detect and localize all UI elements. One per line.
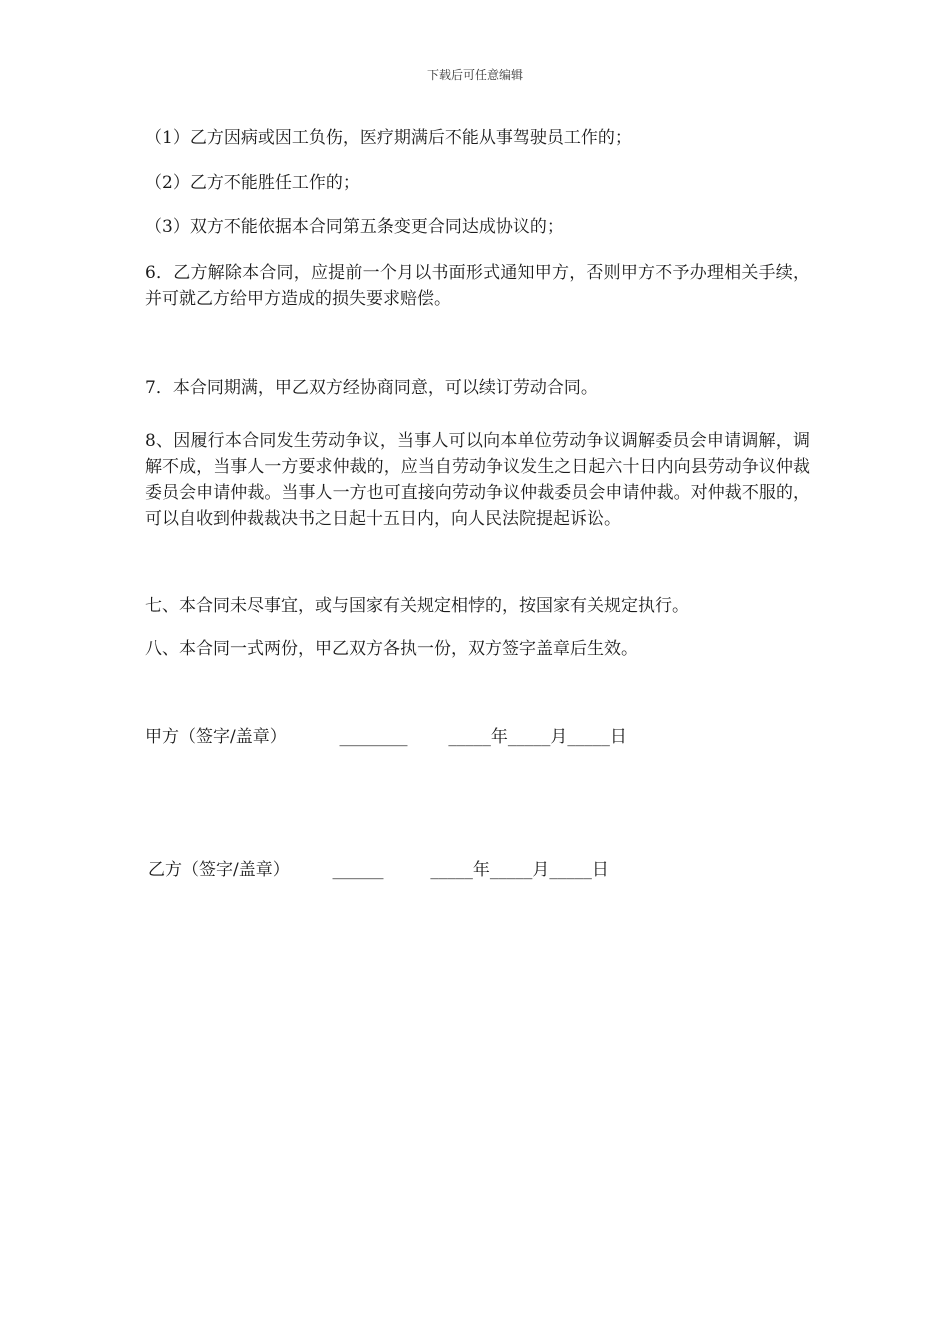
clause-7: 7．本合同期满，甲乙双方经协商同意，可以续订劳动合同。 [145,378,598,398]
header-note: 下载后可任意编辑 [426,68,523,82]
party-b-signature [148,857,609,883]
party-b-date: _____年_____月_____日 [430,860,609,880]
party-a-date: _____年_____月_____日 [448,727,627,747]
party-b-label: 乙方（签字/盖章） [148,860,290,880]
party-a-label: 甲方（签字/盖章） [145,727,287,747]
clause-item-1: （1）乙方因病或因工负伤，医疗期满后不能从事驾驶员工作的； [145,128,632,148]
clause-item-2: （2）乙方不能胜任工作的； [145,173,360,193]
section-7: 七、本合同未尽事宜，或与国家有关规定相悖的，按国家有关规定执行。 [145,596,689,616]
party-b-sign-blank: ______ [332,860,384,880]
clause-8: 8、因履行本合同发生劳动争议，当事人可以向本单位劳动争议调解委员会申请调解，调解不成，当事人一方要求仲裁的，应当自劳动争议发生之日起六十日内向县劳动争议仲裁委员会申请仲裁。当事人一方也可直接向劳动争议仲裁委员会申请仲裁。对仲裁不服的，可以自收到仲裁裁决书之日起十五日内，向人民法院提起诉讼。 [145,431,810,529]
clause-6: 6．乙方解除本合同，应提前一个月以书面形式通知甲方，否则甲方不予办理相关手续，并可就乙方给甲方造成的损失要求赔偿。 [145,263,810,309]
party-a-sign-blank: ________ [339,727,408,747]
section-8: 八、本合同一式两份，甲乙双方各执一份，双方签字盖章后生效。 [145,639,638,659]
clause-item-3: （3）双方不能依据本合同第五条变更合同达成协议的； [145,217,564,237]
party-a-signature [145,724,627,750]
